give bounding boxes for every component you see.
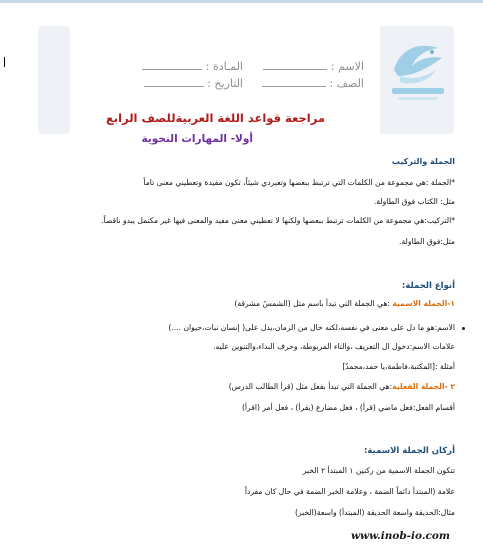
noun-signs: علامات الاسم:دخول ال التعريف ،والتاء المربوطة، وحرف النداء،والتنوين عليه. [213,342,455,351]
date-label: التاريخ : [207,77,243,90]
pillars-example: مثال:الحديقة واسعة الحديقة (المبتدأ) واسعة(الخبر) [295,508,455,517]
sentence-example: مثل: الكتاب فوق الطاولة. [373,197,455,206]
decor-shape-left [38,26,70,134]
phrase-example: مثل:فوق الطاولة. [399,237,455,246]
pillars-signs: علامة (المبتدأ دائماً الضمة ، وعلامة الخبر الضمة في حال كان مفرداً [244,487,455,496]
sentence-definition: *الجملة :هي مجموعة من الكلمات التي ترتبط ببعضها وتعبردي شيئاً، تكون مفيدة وتعطيني معنى تاماً [143,178,455,187]
text-cursor [4,57,5,67]
verb-types: أقسام الفعل:فعل ماضي (قرأ) ، فعل مضارع (يقرأ) ، فعل أمر (اقرأ) [241,403,455,412]
footer-watermark: www.inob-io.com [351,530,451,542]
page-title: مراجعة قواعد اللغة العربيةللصف الرابع [105,111,325,125]
page-subtitle: أولا- المهارات النحوية [141,133,253,145]
phrase-definition: *التركيب:هي مجموعة من الكلمات ترتبط ببعضها ولكنها لا تعطيني معنى مفيد والمعنى فيها غير مكتمل يبدو ناقصاً. [101,216,455,225]
subject-field[interactable] [142,59,243,73]
school-logo [386,36,450,110]
pillars-definition: تتكون الجملة الاسمية من ركنين ١ المبتدأ ٢ الخبر [302,466,455,475]
section-heading-types: أنواع الجملة: [401,281,455,291]
verbal-sentence-definition: :هي الجملة التي تبدأ بفعل مثل (قرأ الطالب الدرس) [228,382,393,391]
date-field[interactable] [144,76,243,90]
nominal-sentence-line [234,299,455,308]
name-field[interactable] [263,59,364,73]
noun-definition: الاسم:هو ما دل على معنى في نفسه،لكنه خال من الزمان،يدل على( إنسان نبات،حيوان ....) [168,323,455,332]
date-blank[interactable] [144,76,204,87]
subject-label: المـادة : [205,60,243,73]
dove-logo-icon [386,36,450,110]
class-field[interactable] [262,76,364,90]
section-heading-sentence: الجملة والتركيب [391,157,455,166]
name-blank[interactable] [263,59,327,70]
verbal-sentence-line [229,382,455,391]
verbal-sentence-label: ٢ -الجملة الفعلية [392,382,455,391]
class-label: الصف : [329,77,364,90]
noun-examples: أمثلة :[المكتبة،فاطمة،يا حمد،محمدٌ] [342,362,455,371]
nominal-sentence-definition: :هي الجملة التي تبدأ باسم مثل (الشمسُ مشرقة) [234,299,393,308]
nominal-sentence-label: ١-الجملة الاسمية [392,299,455,308]
class-blank[interactable] [262,76,326,87]
section-heading-pillars: أركان الجملة الاسمية: [364,446,455,456]
bullet-icon [462,327,465,330]
subject-blank[interactable] [142,59,202,70]
top-border [0,0,483,3]
name-label: الاسم : [330,60,364,73]
